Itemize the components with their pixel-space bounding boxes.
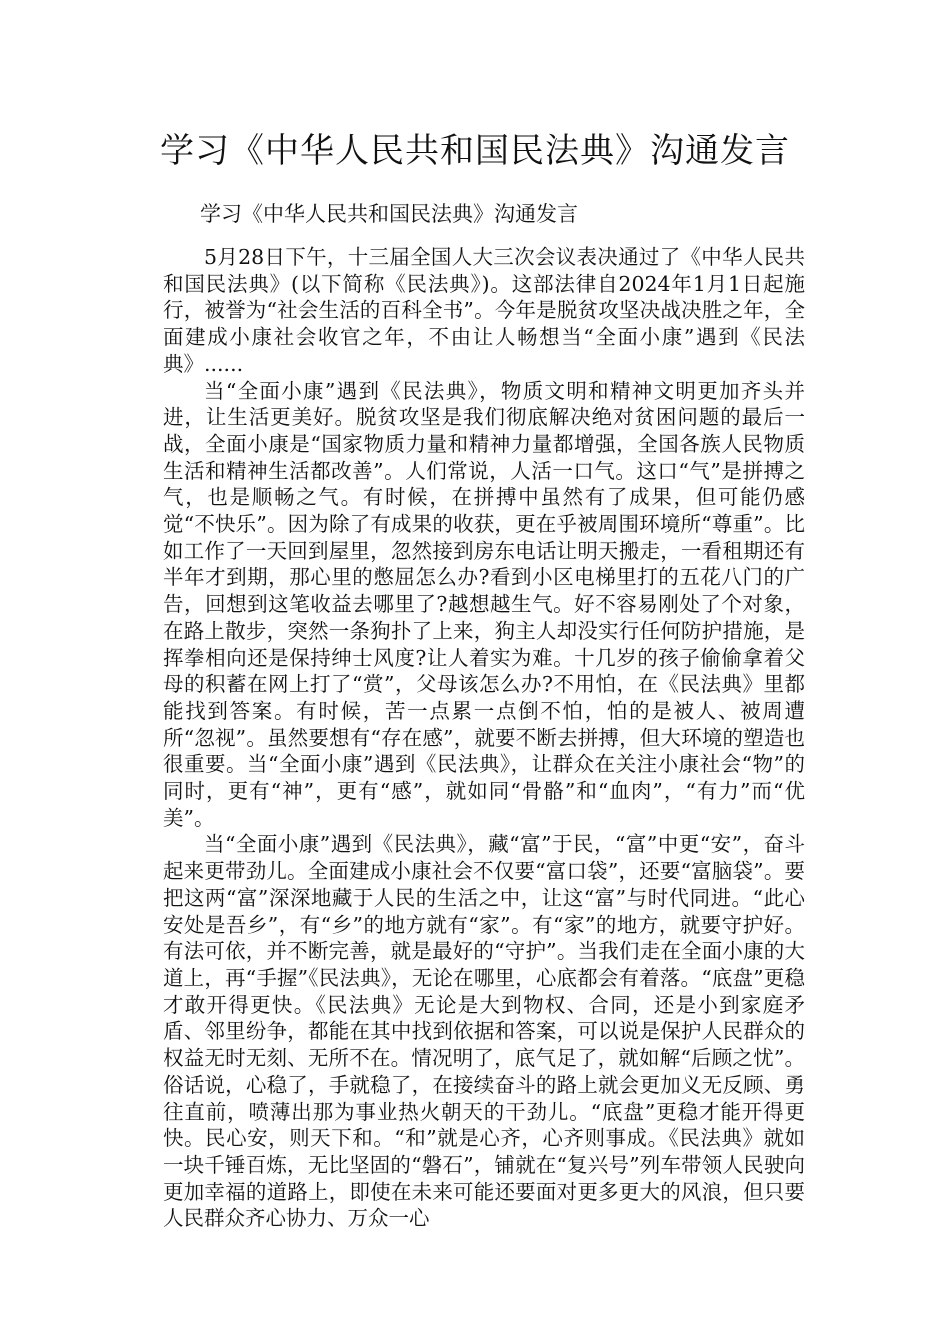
document-title: 学习《中华人民共和国民法典》沟通发言	[160, 131, 790, 171]
paragraph: 5月28日下午，十三届全国人大三次会议表决通过了《中华人民共和国民法典》(以下简称《民法典》)。这部法律自2024年1月1日起施行，被誉为“社会生活的百科全书”。今年是脱贫攻坚决战决胜之年，全面建成小康社会收官之年，不由让人畅想当“全面小康”遇到《民法典》......	[163, 245, 805, 376]
paragraph: 当“全面小康”遇到《民法典》，物质文明和精神文明更加齐头并进，让生活更美好。脱贫攻坚是我们彻底解决绝对贫困问题的最后一战，全面小康是“国家物质力量和精神力量都增强，全国各族人民物质生活和精神生活都改善”。人们常说，人活一口气。这口“气”是拼搏之气，也是顺畅之气。有时候，在拼搏中虽然有了成果，但可能仍感觉“不快乐”。因为除了有成果的收获，更在乎被周围环境所“尊重”。比如工作了一天回到屋里，忽然接到房东电话让明天搬走，一看租期还有半年才到期，那心里的憋屈怎么办?看到小区电梯里打的五花八门的广告，回想到这笔收益去哪里了?越想越生气。好不容易刚处了个对象，在路上散步，突然一条狗扑了上来，狗主人却没实行任何防护措施，是挥拳相向还是保持绅士风度?让人着实为难。十几岁的孩子偷偷拿着父母的积蓄在网上打了“赏”，父母该怎么办?不用怕，在《民法典》里都能找到答案。有时候，苦一点累一点倒不怕，怕的是被人、被周遭所“忽视”。虽然要想有“存在感”，就要不断去拼搏，但大环境的塑造也很重要。当“全面小康”遇到《民法典》，让群众在关注小康社会“物”的同时，更有“神”，更有“感”，就如同“骨骼”和“血肉”，“有力”而“优美”。	[163, 378, 805, 830]
document-subtitle: 学习《中华人民共和国民法典》沟通发言	[200, 202, 578, 226]
paragraph: 当“全面小康”遇到《民法典》，藏“富”于民，“富”中更“安”，奋斗起来更带劲儿。全面建成小康社会不仅要“富口袋”，还要“富脑袋”。要把这两“富”深深地藏于人民的生活之中，让这“富”与时代同进。“此心安处是吾乡”，有“乡”的地方就有“家”。有“家”的地方，就要守护好。有法可依，并不断完善，就是最好的“守护”。当我们走在全面小康的大道上，再“手握”《民法典》，无论在哪里，心底都会有着落。“底盘”更稳才敢开得更快。《民法典》无论是大到物权、合同，还是小到家庭矛盾、邻里纷争，都能在其中找到依据和答案，可以说是保护人民群众的权益无时无刻、无所不在。情况明了，底气足了，就如解“后顾之忧”。俗话说，心稳了，手就稳了，在接续奋斗的路上就会更加义无反顾、勇往直前，喷薄出那为事业热火朝天的干劲儿。“底盘”更稳才能开得更快。民心安，则天下和。“和”就是心齐，心齐则事成。《民法典》就如一块千锤百炼，无比坚固的“磐石”，铺就在“复兴号”列车带领人民驶向更加幸福的道路上，即使在未来可能还要面对更多更大的风浪，但只要人民群众齐心协力、万众一心	[163, 832, 805, 1231]
document-body	[163, 244, 805, 1232]
